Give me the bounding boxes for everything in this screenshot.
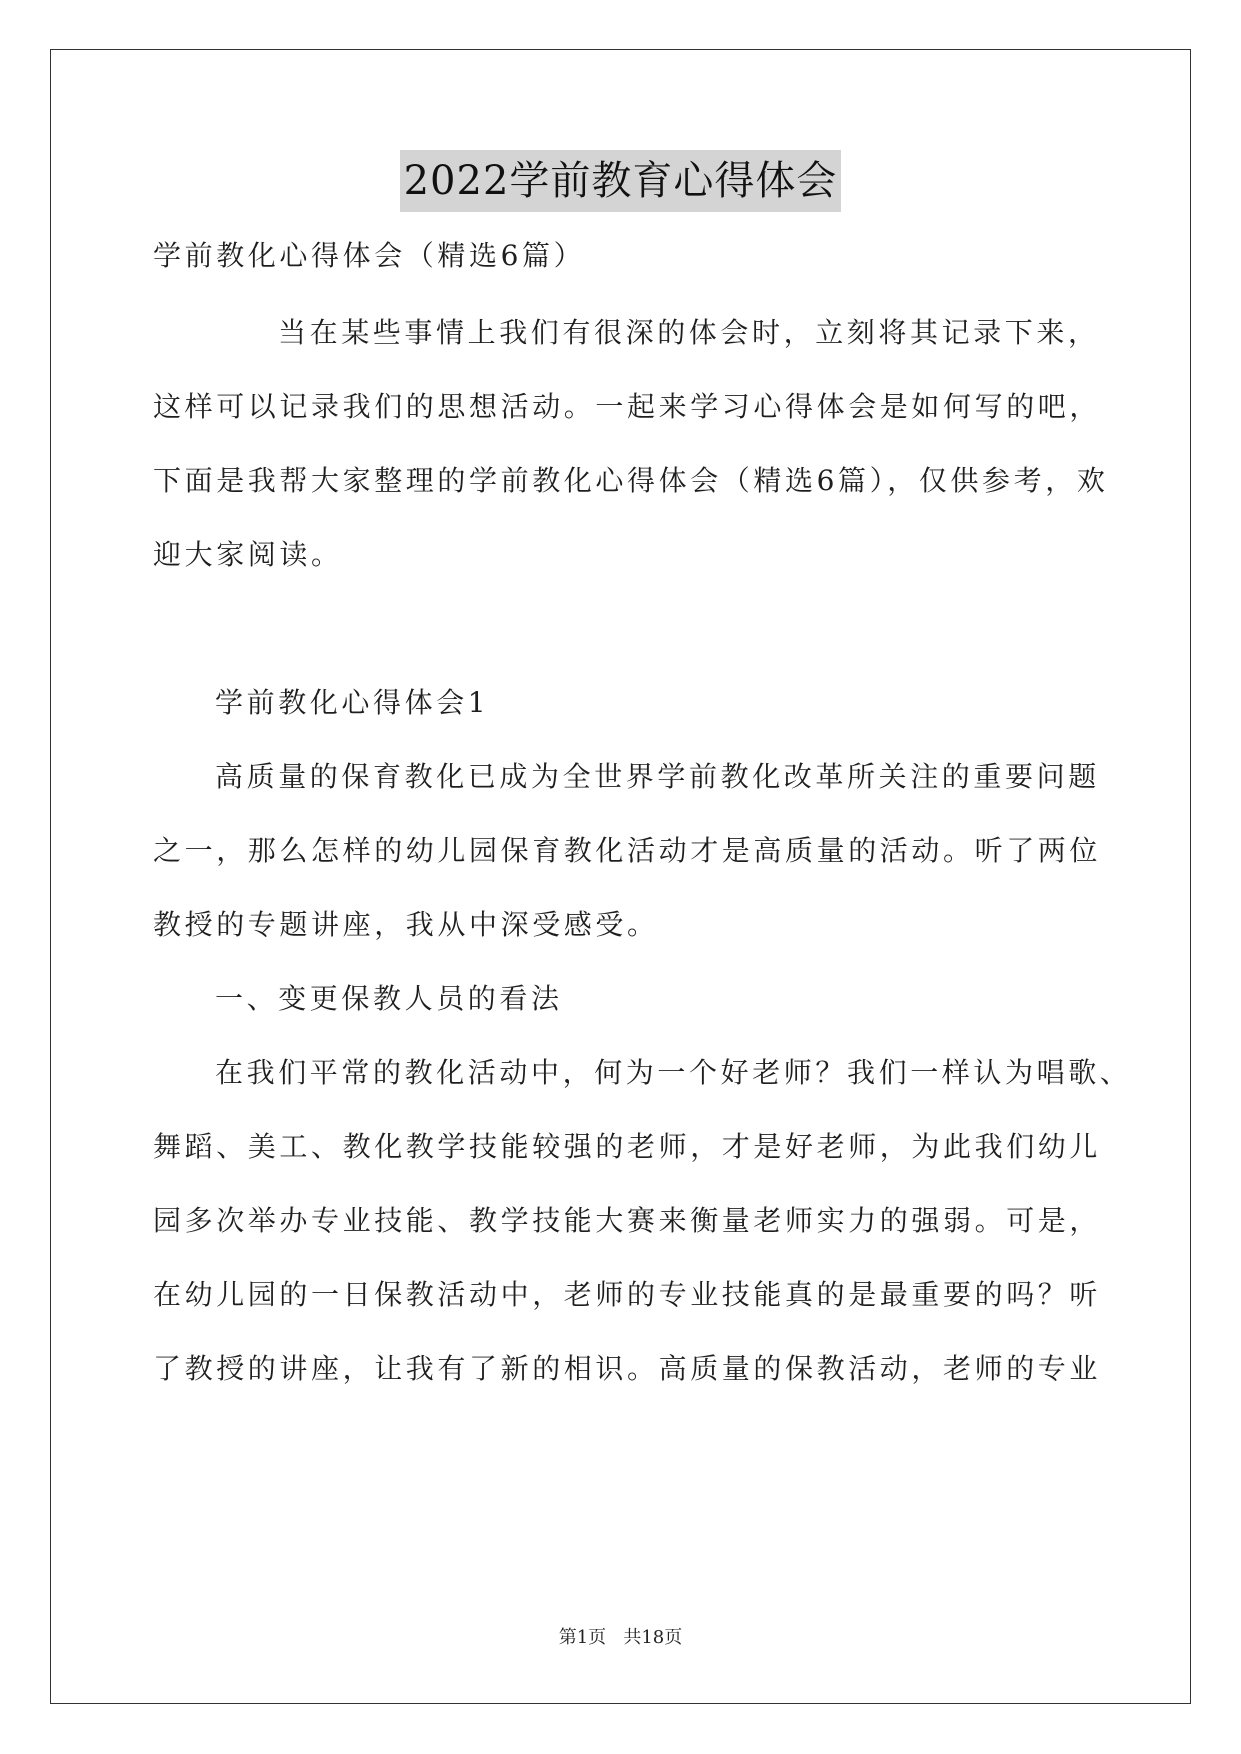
- intro-line-3: 下面是我帮大家整理的学前教化心得体会（精选6篇），仅供参考，欢: [153, 464, 1109, 497]
- page-border: [50, 49, 1191, 1704]
- para2-line-2: 舞蹈、美工、教化教学技能较强的老师，才是好老师，为此我们幼儿: [153, 1130, 1102, 1163]
- document-title: 2022学前教育心得体会: [400, 150, 842, 212]
- point-heading: 一、变更保教人员的看法: [215, 982, 563, 1015]
- intro-line-4: 迎大家阅读。: [153, 538, 343, 571]
- page-footer: 第1页 共18页: [558, 1627, 683, 1648]
- document-subtitle: 学前教化心得体会（精选6篇）: [153, 239, 586, 272]
- para1-line-1: 高质量的保育教化已成为全世界学前教化改革所关注的重要问题: [215, 760, 1100, 793]
- para1-line-3: 教授的专题讲座，我从中深受感受。: [153, 908, 659, 941]
- para1-line-2: 之一，那么怎样的幼儿园保育教化活动才是高质量的活动。听了两位: [153, 834, 1102, 867]
- para2-line-3: 园多次举办专业技能、教学技能大赛来衡量老师实力的强弱。可是，: [153, 1204, 1102, 1237]
- intro-line-1: 当在某些事情上我们有很深的体会时，立刻将其记录下来，: [278, 316, 1100, 349]
- title-container: [0, 150, 1241, 212]
- para2-line-1: 在我们平常的教化活动中，何为一个好老师？我们一样认为唱歌、: [215, 1056, 1132, 1089]
- section-heading: 学前教化心得体会1: [215, 686, 490, 719]
- para2-line-5: 了教授的讲座，让我有了新的相识。高质量的保教活动，老师的专业: [153, 1352, 1102, 1385]
- intro-line-2: 这样可以记录我们的思想活动。一起来学习心得体会是如何写的吧，: [153, 390, 1102, 423]
- para2-line-4: 在幼儿园的一日保教活动中，老师的专业技能真的是最重要的吗？听: [153, 1278, 1102, 1311]
